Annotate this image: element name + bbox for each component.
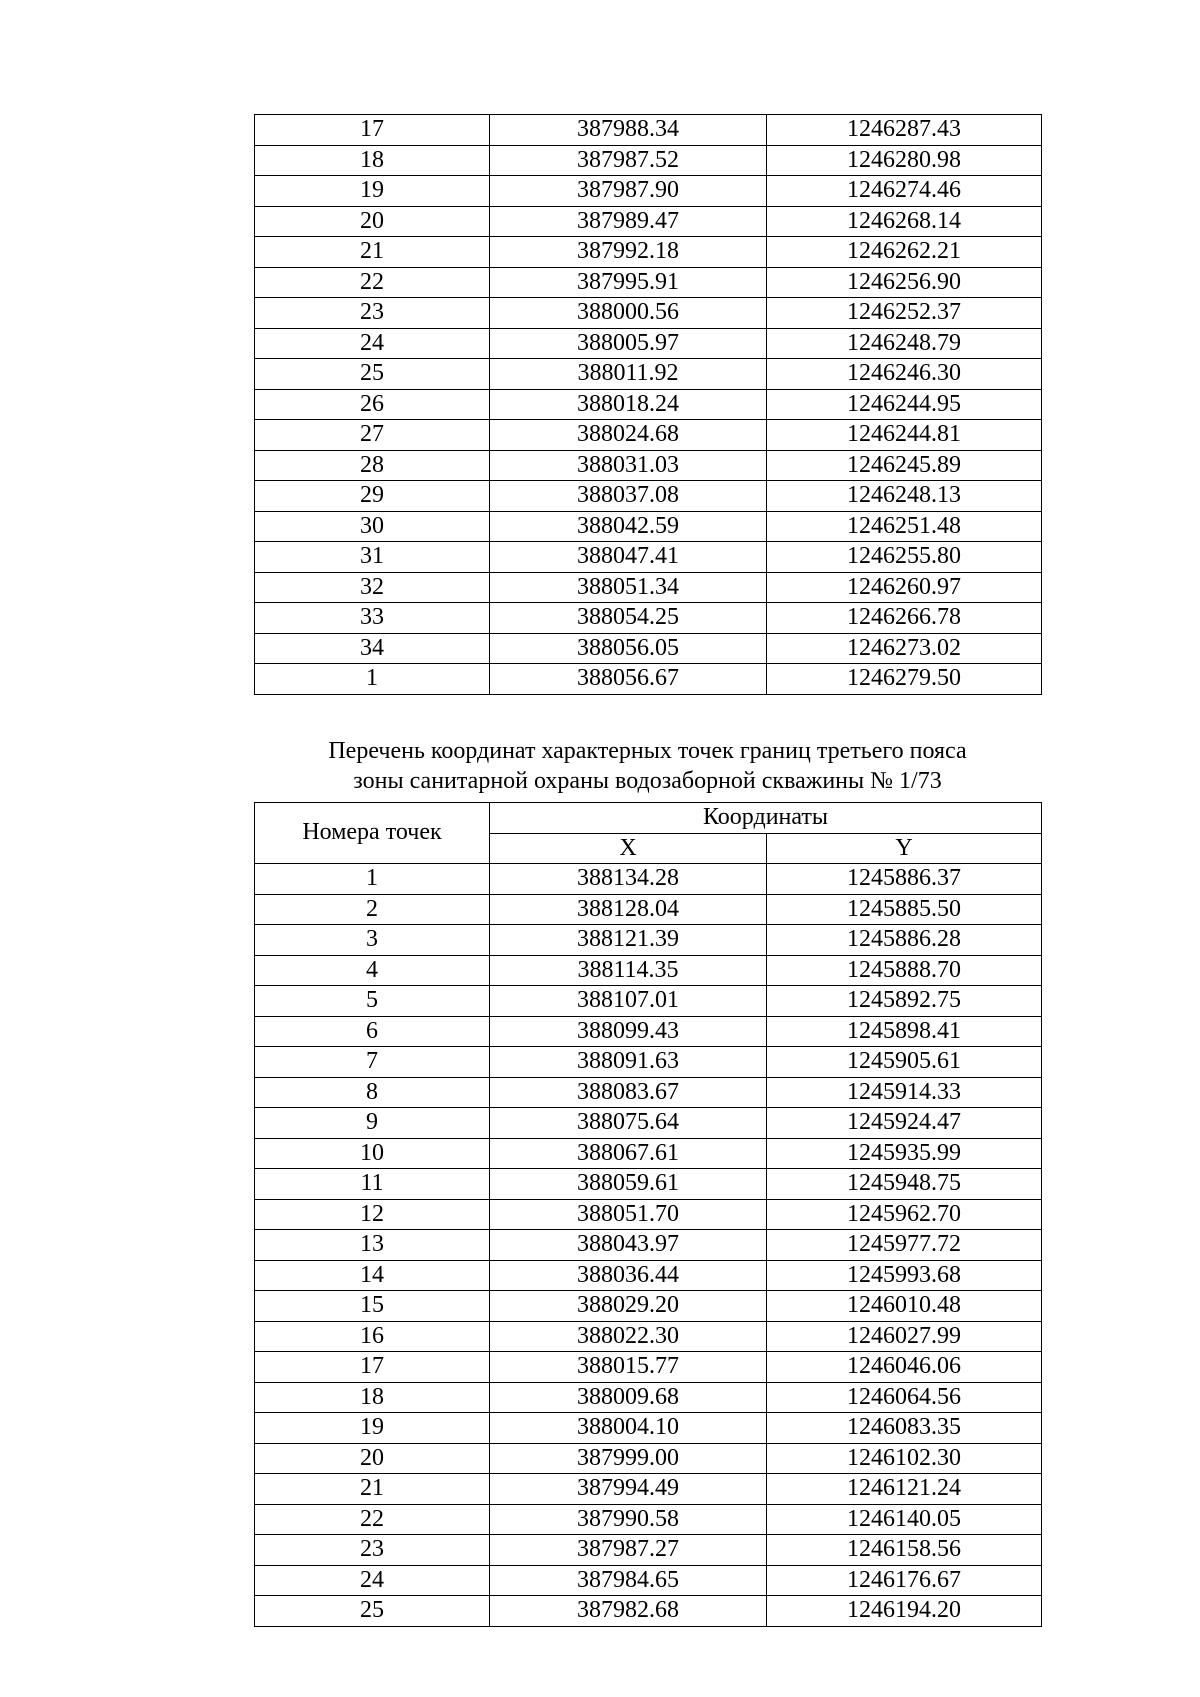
table-row	[255, 894, 1042, 925]
x-coordinate-cell: 388047.41	[490, 542, 767, 573]
table-row	[255, 481, 1042, 512]
x-coordinate-cell: 388134.28	[490, 864, 767, 895]
table-row	[255, 955, 1042, 986]
x-coordinate-cell: 388067.61	[490, 1138, 767, 1169]
table-row	[255, 450, 1042, 481]
table-row	[255, 176, 1042, 207]
x-coordinate-cell: 387989.47	[490, 206, 767, 237]
point-number-cell: 6	[255, 1016, 490, 1047]
table-row	[255, 1474, 1042, 1505]
point-number-cell: 10	[255, 1138, 490, 1169]
point-number-cell: 19	[255, 1413, 490, 1444]
x-coordinate-cell: 388004.10	[490, 1413, 767, 1444]
point-number-cell: 27	[255, 420, 490, 451]
table-row	[255, 511, 1042, 542]
x-coordinate-cell: 388056.67	[490, 664, 767, 695]
point-number-cell: 20	[255, 206, 490, 237]
x-coordinate-cell: 388075.64	[490, 1108, 767, 1139]
x-coordinate-cell: 388051.34	[490, 572, 767, 603]
x-coordinate-cell: 388029.20	[490, 1291, 767, 1322]
table-row	[255, 1596, 1042, 1627]
y-coordinate-cell: 1246244.81	[767, 420, 1042, 451]
x-coordinate-cell: 387987.27	[490, 1535, 767, 1566]
x-coordinate-cell: 387990.58	[490, 1504, 767, 1535]
y-coordinate-cell: 1245914.33	[767, 1077, 1042, 1108]
x-coordinate-cell: 388015.77	[490, 1352, 767, 1383]
upper-table-body	[255, 115, 1042, 695]
table-row	[255, 1504, 1042, 1535]
point-number-cell: 9	[255, 1108, 490, 1139]
point-number-cell: 22	[255, 267, 490, 298]
table-row	[255, 664, 1042, 695]
x-coordinate-cell: 388022.30	[490, 1321, 767, 1352]
y-coordinate-cell: 1246252.37	[767, 298, 1042, 329]
point-number-cell: 1	[255, 864, 490, 895]
x-coordinate-cell: 388024.68	[490, 420, 767, 451]
y-coordinate-cell: 1246256.90	[767, 267, 1042, 298]
point-number-cell: 12	[255, 1199, 490, 1230]
x-coordinate-cell: 388083.67	[490, 1077, 767, 1108]
lower-coordinates-table	[254, 802, 1042, 1627]
x-coordinate-cell: 387987.52	[490, 145, 767, 176]
y-coordinate-cell: 1245892.75	[767, 986, 1042, 1017]
y-coordinate-cell: 1245886.37	[767, 864, 1042, 895]
table-row	[255, 1382, 1042, 1413]
y-coordinate-cell: 1246287.43	[767, 115, 1042, 146]
x-coordinate-cell: 387987.90	[490, 176, 767, 207]
y-coordinate-cell: 1246245.89	[767, 450, 1042, 481]
point-number-cell: 19	[255, 176, 490, 207]
table-row	[255, 1169, 1042, 1200]
table-row	[255, 1138, 1042, 1169]
table-row	[255, 145, 1042, 176]
y-coordinate-cell: 1245935.99	[767, 1138, 1042, 1169]
y-coordinate-cell: 1245948.75	[767, 1169, 1042, 1200]
y-coordinate-cell: 1246121.24	[767, 1474, 1042, 1505]
x-coordinate-cell: 387982.68	[490, 1596, 767, 1627]
lower-table-body	[255, 864, 1042, 1627]
x-coordinate-cell: 388128.04	[490, 894, 767, 925]
header-point-numbers: Номера точек	[255, 803, 490, 864]
y-coordinate-cell: 1245924.47	[767, 1108, 1042, 1139]
y-coordinate-cell: 1246248.13	[767, 481, 1042, 512]
table-row	[255, 864, 1042, 895]
point-number-cell: 13	[255, 1230, 490, 1261]
y-coordinate-cell: 1245905.61	[767, 1047, 1042, 1078]
table-row	[255, 542, 1042, 573]
point-number-cell: 18	[255, 1382, 490, 1413]
x-coordinate-cell: 388009.68	[490, 1382, 767, 1413]
table-row	[255, 1291, 1042, 1322]
table-caption	[254, 736, 1041, 796]
x-coordinate-cell: 388114.35	[490, 955, 767, 986]
x-coordinate-cell: 388121.39	[490, 925, 767, 956]
x-coordinate-cell: 388031.03	[490, 450, 767, 481]
table-row	[255, 1321, 1042, 1352]
table-row	[255, 1535, 1042, 1566]
upper-coordinates-table	[254, 114, 1042, 695]
table-row	[255, 1047, 1042, 1078]
y-coordinate-cell: 1245962.70	[767, 1199, 1042, 1230]
y-coordinate-cell: 1246279.50	[767, 664, 1042, 695]
y-coordinate-cell: 1246158.56	[767, 1535, 1042, 1566]
table-row	[255, 1230, 1042, 1261]
y-coordinate-cell: 1246260.97	[767, 572, 1042, 603]
point-number-cell: 15	[255, 1291, 490, 1322]
y-coordinate-cell: 1246010.48	[767, 1291, 1042, 1322]
table-row	[255, 420, 1042, 451]
point-number-cell: 22	[255, 1504, 490, 1535]
y-coordinate-cell: 1246194.20	[767, 1596, 1042, 1627]
y-coordinate-cell: 1246273.02	[767, 633, 1042, 664]
point-number-cell: 30	[255, 511, 490, 542]
header-x: X	[490, 833, 767, 864]
point-number-cell: 29	[255, 481, 490, 512]
point-number-cell: 7	[255, 1047, 490, 1078]
point-number-cell: 25	[255, 359, 490, 390]
point-number-cell: 18	[255, 145, 490, 176]
table-row	[255, 1443, 1042, 1474]
table-row	[255, 1077, 1042, 1108]
x-coordinate-cell: 387994.49	[490, 1474, 767, 1505]
x-coordinate-cell: 387995.91	[490, 267, 767, 298]
y-coordinate-cell: 1246176.67	[767, 1565, 1042, 1596]
caption-line-2: зоны санитарной охраны водозаборной скважины № 1/73	[353, 768, 942, 794]
table-row	[255, 1413, 1042, 1444]
x-coordinate-cell: 387984.65	[490, 1565, 767, 1596]
point-number-cell: 24	[255, 328, 490, 359]
y-coordinate-cell: 1246266.78	[767, 603, 1042, 634]
y-coordinate-cell: 1246255.80	[767, 542, 1042, 573]
table-row	[255, 298, 1042, 329]
header-row-1	[255, 803, 1042, 834]
point-number-cell: 1	[255, 664, 490, 695]
table-row	[255, 633, 1042, 664]
table-row	[255, 1352, 1042, 1383]
point-number-cell: 2	[255, 894, 490, 925]
x-coordinate-cell: 388059.61	[490, 1169, 767, 1200]
y-coordinate-cell: 1246251.48	[767, 511, 1042, 542]
y-coordinate-cell: 1245993.68	[767, 1260, 1042, 1291]
point-number-cell: 23	[255, 298, 490, 329]
y-coordinate-cell: 1245885.50	[767, 894, 1042, 925]
y-coordinate-cell: 1245977.72	[767, 1230, 1042, 1261]
table-row	[255, 237, 1042, 268]
point-number-cell: 33	[255, 603, 490, 634]
table-row	[255, 115, 1042, 146]
y-coordinate-cell: 1246248.79	[767, 328, 1042, 359]
table-row	[255, 925, 1042, 956]
x-coordinate-cell: 388018.24	[490, 389, 767, 420]
x-coordinate-cell: 388005.97	[490, 328, 767, 359]
x-coordinate-cell: 388000.56	[490, 298, 767, 329]
point-number-cell: 34	[255, 633, 490, 664]
point-number-cell: 28	[255, 450, 490, 481]
y-coordinate-cell: 1246140.05	[767, 1504, 1042, 1535]
table-row	[255, 1199, 1042, 1230]
table-row	[255, 1260, 1042, 1291]
point-number-cell: 5	[255, 986, 490, 1017]
x-coordinate-cell: 388011.92	[490, 359, 767, 390]
table-row	[255, 1108, 1042, 1139]
x-coordinate-cell: 388037.08	[490, 481, 767, 512]
x-coordinate-cell: 387992.18	[490, 237, 767, 268]
point-number-cell: 16	[255, 1321, 490, 1352]
table-row	[255, 603, 1042, 634]
x-coordinate-cell: 388091.63	[490, 1047, 767, 1078]
point-number-cell: 20	[255, 1443, 490, 1474]
header-coordinates: Координаты	[490, 803, 1042, 834]
x-coordinate-cell: 388042.59	[490, 511, 767, 542]
x-coordinate-cell: 388056.05	[490, 633, 767, 664]
point-number-cell: 17	[255, 1352, 490, 1383]
x-coordinate-cell: 388107.01	[490, 986, 767, 1017]
y-coordinate-cell: 1246102.30	[767, 1443, 1042, 1474]
y-coordinate-cell: 1246046.06	[767, 1352, 1042, 1383]
lower-table-header	[255, 803, 1042, 864]
point-number-cell: 24	[255, 1565, 490, 1596]
y-coordinate-cell: 1246262.21	[767, 237, 1042, 268]
point-number-cell: 32	[255, 572, 490, 603]
table-row	[255, 328, 1042, 359]
y-coordinate-cell: 1246244.95	[767, 389, 1042, 420]
x-coordinate-cell: 388099.43	[490, 1016, 767, 1047]
x-coordinate-cell: 387988.34	[490, 115, 767, 146]
point-number-cell: 11	[255, 1169, 490, 1200]
x-coordinate-cell: 388051.70	[490, 1199, 767, 1230]
point-number-cell: 14	[255, 1260, 490, 1291]
table-row	[255, 267, 1042, 298]
y-coordinate-cell: 1246268.14	[767, 206, 1042, 237]
table-row	[255, 572, 1042, 603]
y-coordinate-cell: 1245886.28	[767, 925, 1042, 956]
y-coordinate-cell: 1246280.98	[767, 145, 1042, 176]
table-row	[255, 986, 1042, 1017]
y-coordinate-cell: 1246274.46	[767, 176, 1042, 207]
x-coordinate-cell: 388043.97	[490, 1230, 767, 1261]
point-number-cell: 23	[255, 1535, 490, 1566]
point-number-cell: 3	[255, 925, 490, 956]
table-row	[255, 359, 1042, 390]
y-coordinate-cell: 1246246.30	[767, 359, 1042, 390]
point-number-cell: 25	[255, 1596, 490, 1627]
point-number-cell: 31	[255, 542, 490, 573]
point-number-cell: 17	[255, 115, 490, 146]
caption-line-1: Перечень координат характерных точек границ третьего пояса	[328, 738, 967, 764]
point-number-cell: 26	[255, 389, 490, 420]
point-number-cell: 8	[255, 1077, 490, 1108]
point-number-cell: 21	[255, 1474, 490, 1505]
y-coordinate-cell: 1245888.70	[767, 955, 1042, 986]
point-number-cell: 21	[255, 237, 490, 268]
x-coordinate-cell: 388036.44	[490, 1260, 767, 1291]
table-row	[255, 1016, 1042, 1047]
y-coordinate-cell: 1245898.41	[767, 1016, 1042, 1047]
table-row	[255, 389, 1042, 420]
y-coordinate-cell: 1246083.35	[767, 1413, 1042, 1444]
point-number-cell: 4	[255, 955, 490, 986]
y-coordinate-cell: 1246027.99	[767, 1321, 1042, 1352]
x-coordinate-cell: 387999.00	[490, 1443, 767, 1474]
x-coordinate-cell: 388054.25	[490, 603, 767, 634]
header-y: Y	[767, 833, 1042, 864]
table-row	[255, 206, 1042, 237]
y-coordinate-cell: 1246064.56	[767, 1382, 1042, 1413]
table-row	[255, 1565, 1042, 1596]
